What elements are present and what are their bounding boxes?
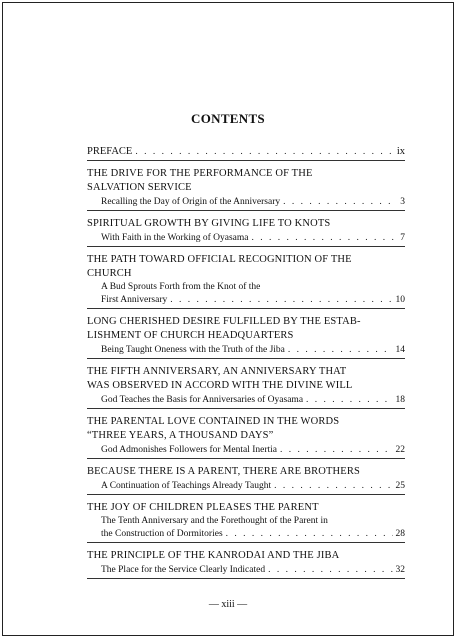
section-heading: SPIRITUAL GROWTH BY GIVING LIFE TO KNOTS <box>87 218 331 229</box>
page-number: 32 <box>395 565 405 575</box>
divider <box>87 458 405 459</box>
subtitle-entry <box>87 394 405 406</box>
subtitle-entry <box>87 294 405 306</box>
section-heading: WAS OBSERVED IN ACCORD WITH THE DIVINE WILL <box>87 380 353 391</box>
subtitle-text: God Admonishes Followers for Mental Inertia <box>101 445 277 455</box>
subtitle-line: The Tenth Anniversary and the Forethought of the Parent in <box>101 516 328 526</box>
toc-sections <box>87 167 405 579</box>
contents-title: CONTENTS <box>191 111 265 126</box>
toc-entry <box>87 465 405 495</box>
section-heading: THE DRIVE FOR THE PERFORMANCE OF THE <box>87 168 313 179</box>
subtitle-entry <box>87 344 405 356</box>
toc-entry <box>87 365 405 409</box>
section-heading: THE PARENTAL LOVE CONTAINED IN THE WORDS <box>87 416 340 427</box>
page-number: 18 <box>395 395 405 405</box>
dot-leader <box>252 232 398 244</box>
subtitle-entry <box>87 528 405 540</box>
dot-leader <box>274 480 392 492</box>
divider <box>87 308 405 309</box>
table-of-contents <box>87 145 405 585</box>
divider <box>87 408 405 409</box>
toc-entry-preface <box>87 146 405 161</box>
preface-label: PREFACE <box>87 146 133 157</box>
dot-leader <box>170 294 392 306</box>
toc-entry <box>87 501 405 543</box>
subtitle-text: the Construction of Dormitories <box>101 529 223 539</box>
page-number: 28 <box>395 529 405 539</box>
page-number: ix <box>396 146 405 157</box>
divider <box>87 578 405 579</box>
toc-entry <box>87 549 405 579</box>
subtitle-line: A Bud Sprouts Forth from the Knot of the <box>101 282 261 292</box>
divider <box>87 246 405 247</box>
toc-entry <box>87 217 405 247</box>
subtitle-entry <box>87 480 405 492</box>
page-number: 10 <box>395 295 405 305</box>
subtitle-text: A Continuation of Teachings Already Taught <box>101 481 272 491</box>
dot-leader <box>280 444 393 456</box>
section-heading: LISHMENT OF CHURCH HEADQUARTERS <box>87 330 294 341</box>
divider <box>87 542 405 543</box>
subtitle-text: With Faith in the Working of Oyasama <box>101 233 249 243</box>
toc-entry <box>87 415 405 459</box>
dot-leader <box>135 146 394 158</box>
divider <box>87 160 405 161</box>
page-number: 7 <box>400 233 405 243</box>
dot-leader <box>283 196 397 208</box>
dot-leader <box>226 528 393 540</box>
page-number: 25 <box>395 481 405 491</box>
section-heading: “THREE YEARS, A THOUSAND DAYS” <box>87 430 274 441</box>
subtitle-text: God Teaches the Basis for Anniversaries of Oyasama <box>101 395 304 405</box>
dot-leader <box>288 344 393 356</box>
section-heading: THE PATH TOWARD OFFICIAL RECOGNITION OF THE <box>87 254 352 265</box>
subtitle-text: First Anniversary <box>101 295 168 305</box>
page-footer: — xiii — <box>208 599 248 610</box>
toc-entry <box>87 167 405 211</box>
page-number: 22 <box>395 445 405 455</box>
section-heading: LONG CHERISHED DESIRE FULFILLED BY THE ESTAB- <box>87 316 361 327</box>
dot-leader <box>306 394 392 406</box>
subtitle-text: Being Taught Oneness with the Truth of the Jiba <box>101 345 285 355</box>
subtitle-entry <box>87 196 405 208</box>
subtitle-entry <box>87 564 405 576</box>
section-heading: THE FIFTH ANNIVERSARY, AN ANNIVERSARY THAT <box>87 366 347 377</box>
toc-entry <box>87 315 405 359</box>
page-number: 14 <box>395 345 405 355</box>
section-heading: SALVATION SERVICE <box>87 182 192 193</box>
section-heading: THE JOY OF CHILDREN PLEASES THE PARENT <box>87 502 319 513</box>
divider <box>87 494 405 495</box>
subtitle-text: Recalling the Day of Origin of the Anniversary <box>101 197 281 207</box>
divider <box>87 358 405 359</box>
subtitle-text: The Place for the Service Clearly Indicated <box>101 565 266 575</box>
divider <box>87 210 405 211</box>
subtitle-entry <box>87 232 405 244</box>
section-heading: CHURCH <box>87 268 132 279</box>
book-page <box>2 2 454 636</box>
subtitle-entry <box>87 444 405 456</box>
section-heading: BECAUSE THERE IS A PARENT, THERE ARE BROTHERS <box>87 466 360 477</box>
section-heading: THE PRINCIPLE OF THE KANRODAI AND THE JIBA <box>87 550 340 561</box>
dot-leader <box>268 564 392 576</box>
toc-entry <box>87 253 405 309</box>
page-number: 3 <box>400 197 405 207</box>
